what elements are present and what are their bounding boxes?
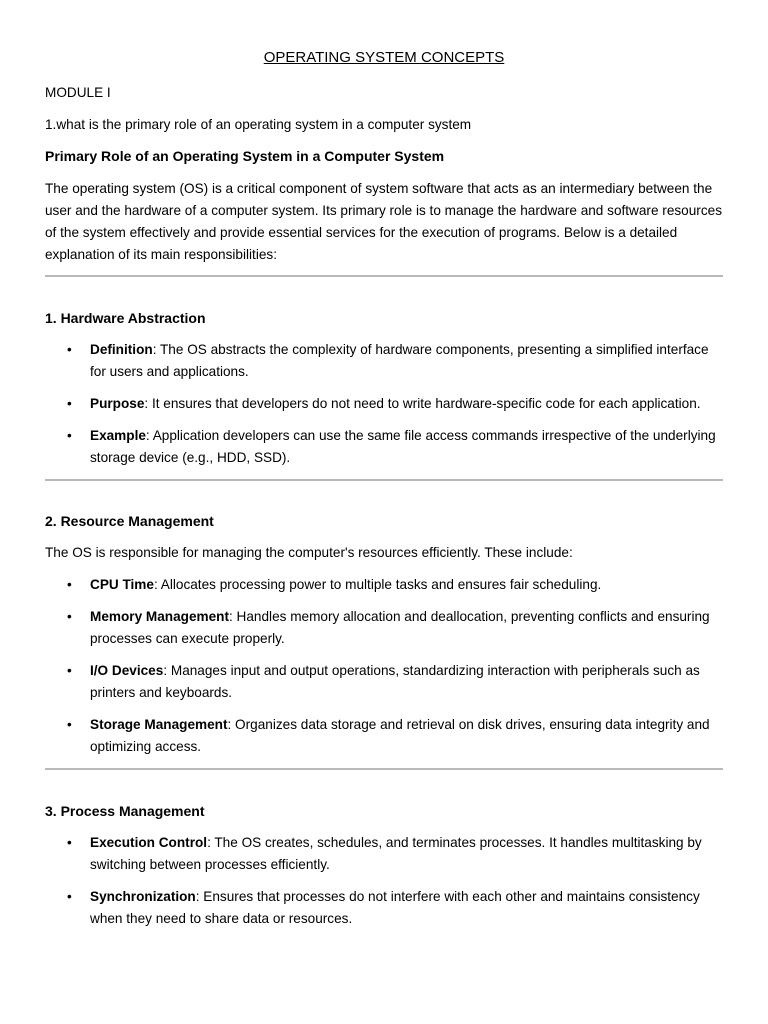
section-heading-process-management: 3. Process Management	[45, 803, 205, 819]
bullet-icon: •	[67, 663, 72, 678]
item-text: : Organizes data storage and retrieval on disk drives, ensuring data integrity and optimizing access.	[90, 717, 710, 754]
item-term: CPU Time	[90, 577, 154, 592]
bullet-icon: •	[67, 428, 72, 443]
item-term: I/O Devices	[90, 663, 164, 678]
item-term: Example	[90, 428, 146, 443]
section-heading-hardware-abstraction: 1. Hardware Abstraction	[45, 310, 206, 326]
item-text: : Handles memory allocation and deallocation, preventing conflicts and ensuring processes can execute properly.	[90, 609, 710, 646]
bullet-icon: •	[67, 717, 72, 732]
section-lead-resource-management: The OS is responsible for managing the computer's resources efficiently. These include:	[45, 545, 573, 560]
item-term: Synchronization	[90, 889, 196, 904]
item-text: : Allocates processing power to multiple tasks and ensures fair scheduling.	[153, 577, 602, 592]
item-term: Definition	[90, 342, 153, 357]
item-text: : Manages input and output operations, standardizing interaction with peripherals such as printers and keyboards.	[90, 663, 700, 700]
bullet-icon: •	[67, 889, 72, 904]
section-divider	[45, 768, 723, 770]
item-text: : Application developers can use the same file access commands irrespective of the underlying storage device (e.g., HDD, SSD).	[90, 428, 716, 465]
section-divider	[45, 479, 723, 481]
bullet-icon: •	[67, 342, 72, 357]
question-text: 1.what is the primary role of an operating system in a computer system	[45, 117, 472, 132]
bullet-icon: •	[67, 835, 72, 850]
item-text: : The OS abstracts the complexity of hardware components, presenting a simplified interface for users and applications.	[90, 342, 709, 379]
list-item	[45, 606, 723, 650]
section-divider	[45, 275, 723, 277]
bullet-icon: •	[67, 609, 72, 624]
list-item	[45, 425, 723, 469]
bullet-list-hardware-abstraction	[45, 339, 723, 479]
list-item	[45, 339, 723, 383]
item-term: Execution Control	[90, 835, 208, 850]
bullet-icon: •	[67, 577, 72, 592]
bullet-list-process-management	[45, 832, 723, 940]
document-title: OPERATING SYSTEM CONCEPTS	[263, 49, 505, 66]
list-item	[45, 393, 723, 415]
intro-paragraph: The operating system (OS) is a critical component of system software that acts as an intermediary between the user and the hardware of a computer system. Its primary role is to manage the hardware and software resources of the system effectively and provide essential services for the execution of programs. Below is a detailed explanation of its main responsibilities:	[45, 181, 722, 262]
item-term: Purpose	[90, 396, 145, 411]
module-label: MODULE I	[45, 85, 111, 100]
bullet-list-resource-management	[45, 574, 723, 768]
list-item	[45, 714, 723, 758]
list-item	[45, 886, 723, 930]
item-text: : It ensures that developers do not need to write hardware-specific code for each application.	[144, 396, 701, 411]
list-item	[45, 832, 723, 876]
bullet-icon: •	[67, 396, 72, 411]
item-term: Memory Management	[90, 609, 229, 624]
list-item	[45, 574, 723, 596]
item-text: : The OS creates, schedules, and terminates processes. It handles multitasking by switching between processes efficiently.	[90, 835, 702, 872]
list-item	[45, 660, 723, 704]
item-term: Storage Management	[90, 717, 228, 732]
main-heading: Primary Role of an Operating System in a Computer System	[45, 148, 445, 164]
item-text: : Ensures that processes do not interfere with each other and maintains consistency when they need to share data or resources.	[90, 889, 700, 926]
section-heading-resource-management: 2. Resource Management	[45, 513, 214, 529]
